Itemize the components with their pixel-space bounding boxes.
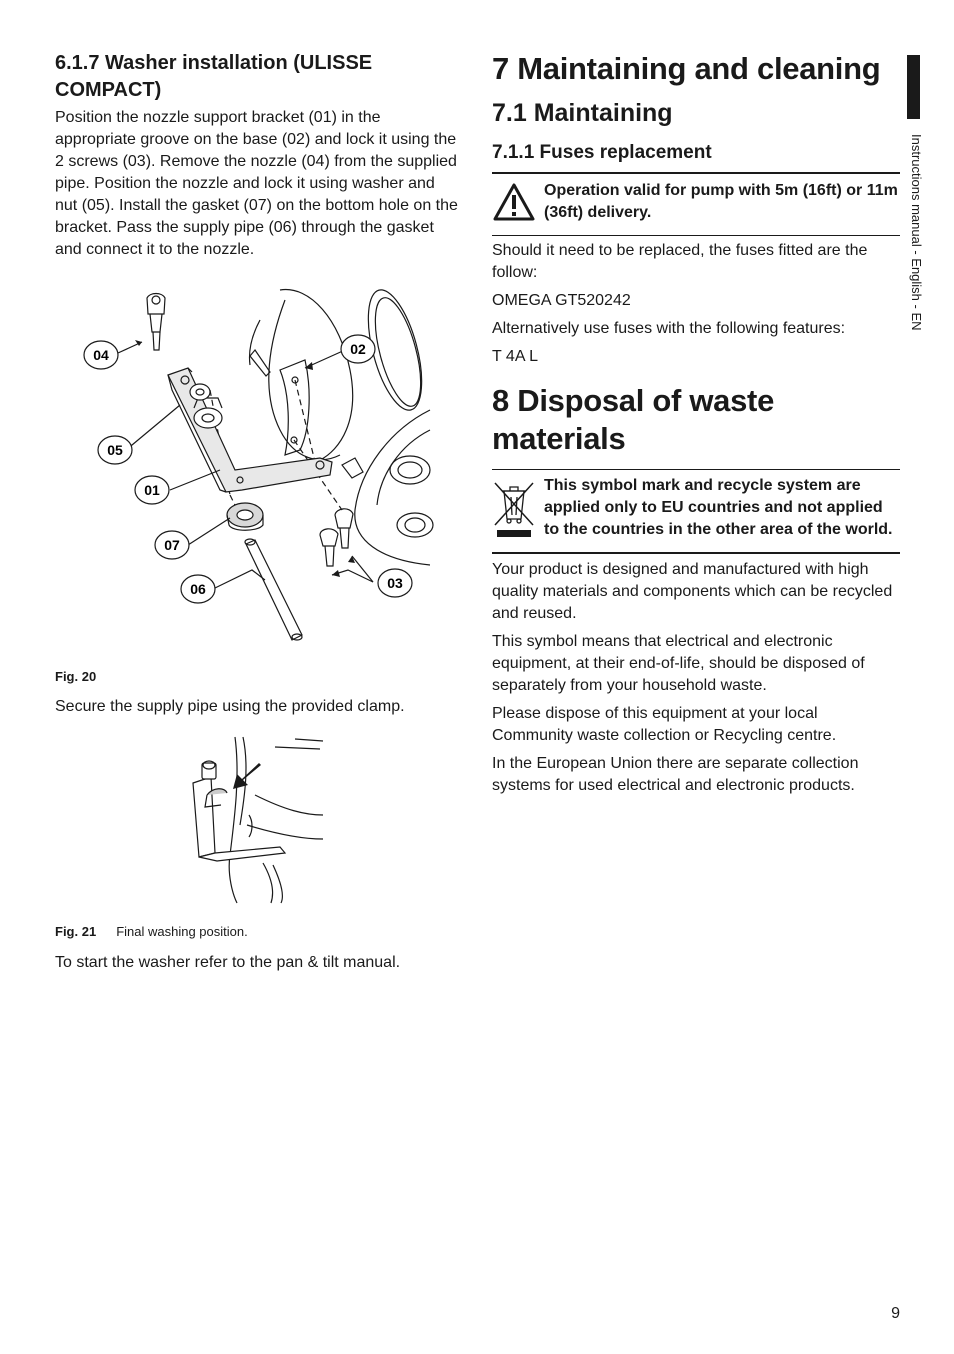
section-7-1-title: 7.1 Maintaining — [492, 99, 673, 127]
page-number: 9 — [891, 1305, 900, 1322]
fig-20-caption — [55, 669, 116, 685]
chapter-8-title: 8 Disposal of waste materials — [492, 383, 775, 456]
callout-04 — [84, 341, 118, 369]
section-7-1-1-title: 7.1.1 Fuses replacement — [492, 142, 712, 163]
fig-21-caption-text: Final washing position. — [116, 924, 248, 939]
fuse-replacement-text: Should it need to be replaced, the fuses fitted are the follow: — [492, 242, 868, 281]
washer-install-instructions: Position the nozzle support bracket (01) in the appropriate groove on the base (02) and lock it using the 2 screws (03). Remove the nozzle (04) from the supplied pipe. Position the nozzle and lock it using washer and nut (05). Install the gasket (07) on the bottom hole on the bracket. Pass the supply pipe (06) through the gasket and connect it to the nozzle. — [55, 109, 458, 258]
final-washing-position-diagram — [185, 735, 330, 905]
callout-06 — [181, 575, 215, 603]
fig-21-caption — [55, 924, 248, 940]
weee-note-text: This symbol mark and recycle system are applied only to EU countries and not applied to the countries in the other area of the world. — [544, 477, 893, 538]
warning-note-text: Operation valid for pump with 5m (16ft) or 11m (36ft) delivery. — [544, 182, 898, 221]
alt-fuse-value: T 4A L — [492, 348, 538, 365]
right-column — [492, 50, 900, 797]
start-washer-text: To start the washer refer to the pan & tilt manual. — [55, 954, 401, 971]
fuse-model: OMEGA GT520242 — [492, 292, 631, 309]
warning-triangle-icon — [492, 180, 544, 227]
disposal-paragraph-2: This symbol means that electrical and electronic equipment, at their end-of-life, should be disposed of separately from your household waste. — [492, 633, 865, 694]
fig-20-label: Fig. 20 — [55, 669, 97, 684]
callout-01 — [135, 476, 169, 504]
callout-05 — [98, 436, 132, 464]
fig-21-label: Fig. 21 — [55, 924, 97, 939]
section-title-6-1-7: 6.1.7 Washer installation (ULISSE COMPACT) — [55, 52, 373, 101]
crossed-out-bin-icon — [492, 475, 544, 544]
warning-note — [492, 172, 900, 236]
weee-note — [492, 469, 900, 554]
callout-02 — [341, 335, 375, 363]
callout-03-label: 03 — [387, 575, 403, 591]
disposal-paragraph-1: Your product is designed and manufactured with high quality materials and components which can be recycled and reused. — [492, 561, 893, 622]
fig-21-illustration — [185, 735, 330, 905]
callout-07 — [155, 531, 189, 559]
left-column — [55, 50, 460, 261]
alt-fuse-text: Alternatively use fuses with the following features: — [492, 320, 846, 337]
chapter-7-title: 7 Maintaining and cleaning — [492, 51, 881, 86]
callout-04-label: 04 — [93, 347, 109, 363]
callout-07-label: 07 — [164, 537, 180, 553]
callout-05-label: 05 — [107, 442, 123, 458]
disposal-paragraph-3: Please dispose of this equipment at your local Community waste collection or Recycling centre. — [492, 705, 837, 744]
fig-20-illustration — [80, 280, 440, 650]
disposal-paragraph-4: In the European Union there are separate collection systems for used electrical and electronic products. — [492, 755, 859, 794]
secure-pipe-text: Secure the supply pipe using the provided clamp. — [55, 698, 405, 715]
chapter-tab-marker — [907, 55, 920, 119]
callout-01-label: 01 — [144, 482, 160, 498]
callout-02-label: 02 — [350, 341, 366, 357]
callout-03 — [378, 569, 412, 597]
callout-06-label: 06 — [190, 581, 206, 597]
washer-exploded-diagram — [80, 280, 440, 650]
manual-vertical-label: Instructions manual - English - EN — [909, 134, 924, 331]
